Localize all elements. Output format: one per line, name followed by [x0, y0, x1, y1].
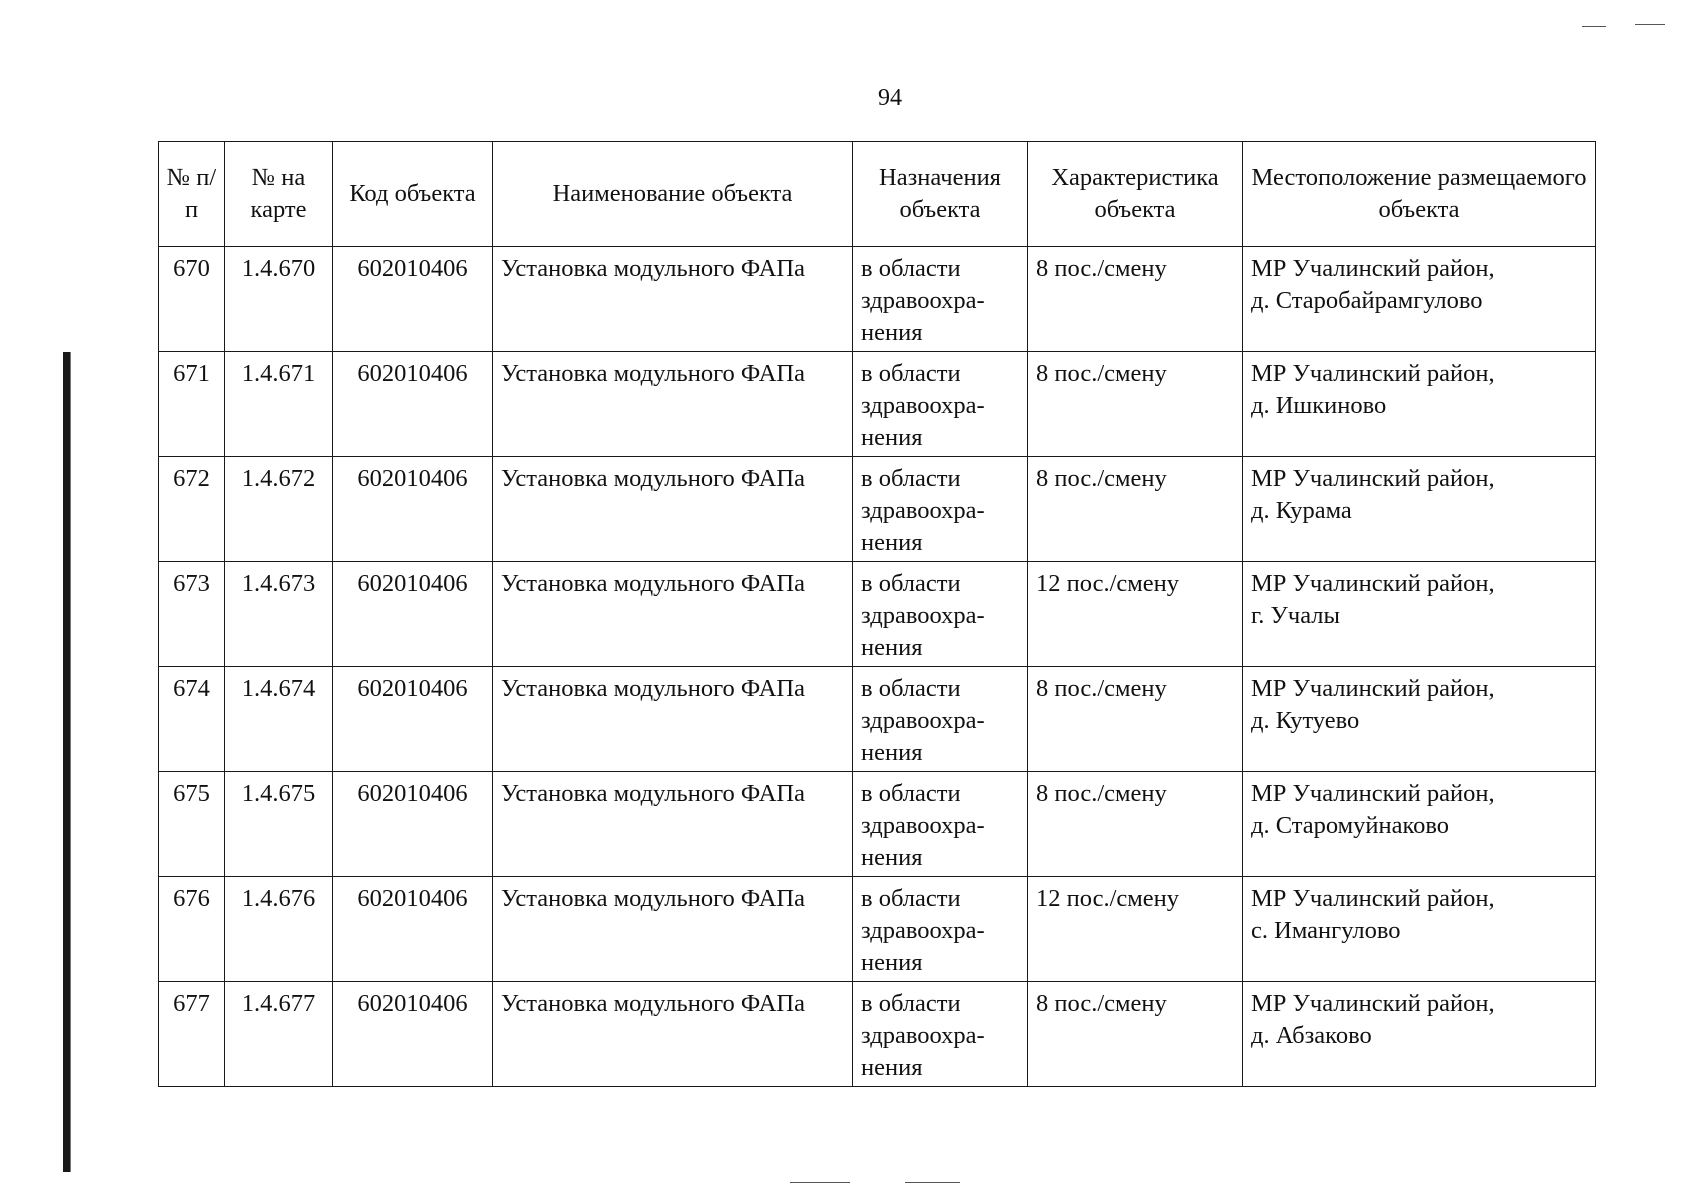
map-number-cell: 1.4.673	[225, 562, 333, 667]
map-number-cell: 1.4.675	[225, 772, 333, 877]
object-purpose-cell: в области здравоохра-нения	[853, 667, 1028, 772]
location-place: с. Имангулово	[1251, 917, 1401, 944]
object-location-cell	[1243, 877, 1596, 982]
scan-mark	[1635, 24, 1665, 25]
object-purpose-cell: в области здравоохра-нения	[853, 352, 1028, 457]
row-number-cell: 672	[159, 457, 225, 562]
table-row	[159, 667, 1596, 772]
scan-edge-line	[70, 352, 71, 1172]
object-purpose-cell: в области здравоохра-нения	[853, 877, 1028, 982]
location-district: МР Учалинский район,	[1251, 360, 1495, 387]
map-number-cell: 1.4.676	[225, 877, 333, 982]
row-number-cell: 675	[159, 772, 225, 877]
table-row	[159, 877, 1596, 982]
scan-edge-bar	[63, 352, 70, 1172]
table-row	[159, 352, 1596, 457]
object-purpose-cell: в области здравоохра-нения	[853, 772, 1028, 877]
map-number-cell: 1.4.672	[225, 457, 333, 562]
table-row	[159, 772, 1596, 877]
object-characteristic-cell: 12 пос./смену	[1028, 562, 1243, 667]
object-purpose-cell: в области здравоохра-нения	[853, 247, 1028, 352]
object-location-cell	[1243, 982, 1596, 1087]
header-row-number: № п/п	[159, 142, 225, 247]
scan-mark	[905, 1182, 960, 1183]
object-location-cell	[1243, 457, 1596, 562]
location-place: д. Ишкиново	[1251, 392, 1387, 419]
object-code-cell: 602010406	[333, 772, 493, 877]
object-code-cell: 602010406	[333, 667, 493, 772]
table-row	[159, 247, 1596, 352]
object-location-cell	[1243, 352, 1596, 457]
map-number-cell: 1.4.670	[225, 247, 333, 352]
scan-mark	[1582, 26, 1606, 27]
row-number-cell: 673	[159, 562, 225, 667]
object-purpose-cell: в области здравоохра-нения	[853, 982, 1028, 1087]
map-number-cell: 1.4.674	[225, 667, 333, 772]
object-code-cell: 602010406	[333, 982, 493, 1087]
object-code-cell: 602010406	[333, 247, 493, 352]
page-number: 94	[878, 85, 902, 111]
object-location-cell	[1243, 772, 1596, 877]
object-characteristic-cell: 8 пос./смену	[1028, 457, 1243, 562]
location-district: МР Учалинский район,	[1251, 780, 1495, 807]
object-name-cell: Установка модульного ФАПа	[493, 982, 853, 1087]
location-district: МР Учалинский район,	[1251, 990, 1495, 1017]
location-place: г. Учалы	[1251, 602, 1340, 629]
objects-table	[158, 141, 1596, 1087]
location-place: д. Абзаково	[1251, 1022, 1372, 1049]
location-district: МР Учалинский район,	[1251, 570, 1495, 597]
object-characteristic-cell: 8 пос./смену	[1028, 982, 1243, 1087]
location-district: МР Учалинский район,	[1251, 885, 1495, 912]
object-purpose-cell: в области здравоохра-нения	[853, 457, 1028, 562]
object-name-cell: Установка модульного ФАПа	[493, 247, 853, 352]
location-place: д. Старомуйнаково	[1251, 812, 1450, 839]
scan-mark	[790, 1182, 850, 1183]
header-object-location: Местоположение размещаемого объекта	[1243, 142, 1596, 247]
map-number-cell: 1.4.677	[225, 982, 333, 1087]
header-object-code: Код объекта	[333, 142, 493, 247]
object-name-cell: Установка модульного ФАПа	[493, 667, 853, 772]
location-district: МР Учалинский район,	[1251, 255, 1495, 282]
object-characteristic-cell: 12 пос./смену	[1028, 877, 1243, 982]
table-row	[159, 562, 1596, 667]
object-characteristic-cell: 8 пос./смену	[1028, 247, 1243, 352]
location-place: д. Курама	[1251, 497, 1352, 524]
row-number-cell: 676	[159, 877, 225, 982]
table-row	[159, 457, 1596, 562]
object-purpose-cell: в области здравоохра-нения	[853, 562, 1028, 667]
object-name-cell: Установка модульного ФАПа	[493, 772, 853, 877]
object-name-cell: Установка модульного ФАПа	[493, 877, 853, 982]
object-code-cell: 602010406	[333, 457, 493, 562]
header-map-number: № на карте	[225, 142, 333, 247]
row-number-cell: 670	[159, 247, 225, 352]
object-location-cell	[1243, 562, 1596, 667]
header-object-characteristic: Характеристика объекта	[1028, 142, 1243, 247]
table-row	[159, 982, 1596, 1087]
object-location-cell	[1243, 247, 1596, 352]
table-header-row	[159, 142, 1596, 247]
object-characteristic-cell: 8 пос./смену	[1028, 667, 1243, 772]
row-number-cell: 674	[159, 667, 225, 772]
object-code-cell: 602010406	[333, 877, 493, 982]
row-number-cell: 671	[159, 352, 225, 457]
header-object-purpose: Назначения объекта	[853, 142, 1028, 247]
object-characteristic-cell: 8 пос./смену	[1028, 352, 1243, 457]
object-code-cell: 602010406	[333, 352, 493, 457]
location-place: д. Старобайрамгулово	[1251, 287, 1483, 314]
object-characteristic-cell: 8 пос./смену	[1028, 772, 1243, 877]
location-district: МР Учалинский район,	[1251, 675, 1495, 702]
location-district: МР Учалинский район,	[1251, 465, 1495, 492]
map-number-cell: 1.4.671	[225, 352, 333, 457]
header-object-name: Наименование объекта	[493, 142, 853, 247]
object-name-cell: Установка модульного ФАПа	[493, 352, 853, 457]
object-name-cell: Установка модульного ФАПа	[493, 457, 853, 562]
object-location-cell	[1243, 667, 1596, 772]
location-place: д. Кутуево	[1251, 707, 1360, 734]
object-name-cell: Установка модульного ФАПа	[493, 562, 853, 667]
object-code-cell: 602010406	[333, 562, 493, 667]
row-number-cell: 677	[159, 982, 225, 1087]
